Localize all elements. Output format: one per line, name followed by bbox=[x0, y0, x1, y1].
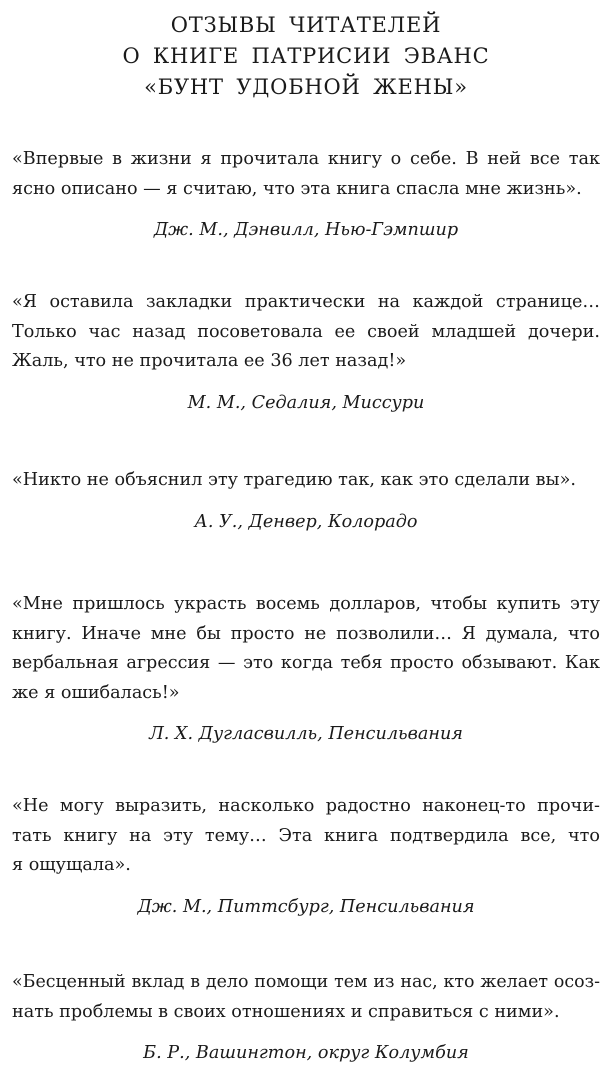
quote-line: я ощущала». bbox=[12, 855, 131, 875]
page-title bbox=[12, 10, 600, 103]
review-quote bbox=[12, 466, 600, 496]
review-author: Б. Р., Вашингтон, округ Колумбия bbox=[143, 1043, 469, 1063]
review-item bbox=[12, 792, 600, 919]
quote-line: книгу. Иначе мне бы просто не позволили… Я думала, что bbox=[12, 623, 600, 644]
quote-line: «Я оставила закладки практически на каждой странице… bbox=[12, 292, 600, 312]
quote-line: «Никто не объяснил эту трагедию так, как это сделали вы». bbox=[12, 470, 576, 490]
review-quote bbox=[12, 288, 600, 377]
review-author: А. У., Денвер, Колорадо bbox=[194, 511, 418, 532]
title-line-3: «БУНТ УДОБНОЙ ЖЕНЫ» bbox=[144, 75, 468, 99]
title-line-1: ОТЗЫВЫ ЧИТАТЕЛЕЙ bbox=[170, 13, 442, 37]
review-author: Л. Х. Дугласвилль, Пенсильвания bbox=[149, 724, 463, 744]
quote-line: Жаль, что не прочитала ее 36 лет назад!» bbox=[12, 351, 407, 371]
review-quote bbox=[12, 792, 600, 881]
quote-line: «Бесценный вклад в дело помощи тем из нас, кто желает осоз- bbox=[12, 972, 600, 992]
review-item bbox=[12, 590, 600, 746]
review-author: Дж. М., Дэнвилл, Нью-Гэмпшир bbox=[153, 220, 459, 240]
page bbox=[12, 10, 600, 103]
review-item bbox=[12, 145, 600, 242]
review-item bbox=[12, 968, 600, 1065]
review-author: М. М., Седалия, Миссури bbox=[187, 392, 425, 413]
review-item bbox=[12, 466, 600, 534]
review-author: Дж. М., Питтсбург, Пенсильвания bbox=[137, 896, 475, 917]
quote-line: Только час назад посоветовала ее своей младшей дочери. bbox=[12, 321, 600, 342]
quote-line: нать проблемы в своих отношениях и справиться с ними». bbox=[12, 1001, 560, 1022]
quote-line: ясно описано — я считаю, что эта книга спасла мне жизнь». bbox=[12, 178, 582, 199]
quote-line: вербальная агрессия — это когда тебя просто обзывают. Как bbox=[12, 653, 600, 673]
quote-line: «Не могу выразить, насколько радостно наконец-то прочи- bbox=[12, 796, 600, 816]
quote-line: же я ошибалась!» bbox=[12, 682, 180, 703]
review-quote bbox=[12, 145, 600, 204]
title-line-2: О КНИГЕ ПАТРИСИИ ЭВАНС bbox=[122, 44, 490, 68]
review-item bbox=[12, 288, 600, 415]
review-quote bbox=[12, 590, 600, 708]
quote-line: тать книгу на эту тему… Эта книга подтвердила все, что bbox=[12, 825, 600, 846]
quote-line: «Впервые в жизни я прочитала книгу о себе. В ней все так bbox=[12, 149, 600, 169]
review-quote bbox=[12, 968, 600, 1027]
quote-line: «Мне пришлось украсть восемь долларов, чтобы купить эту bbox=[12, 594, 600, 614]
